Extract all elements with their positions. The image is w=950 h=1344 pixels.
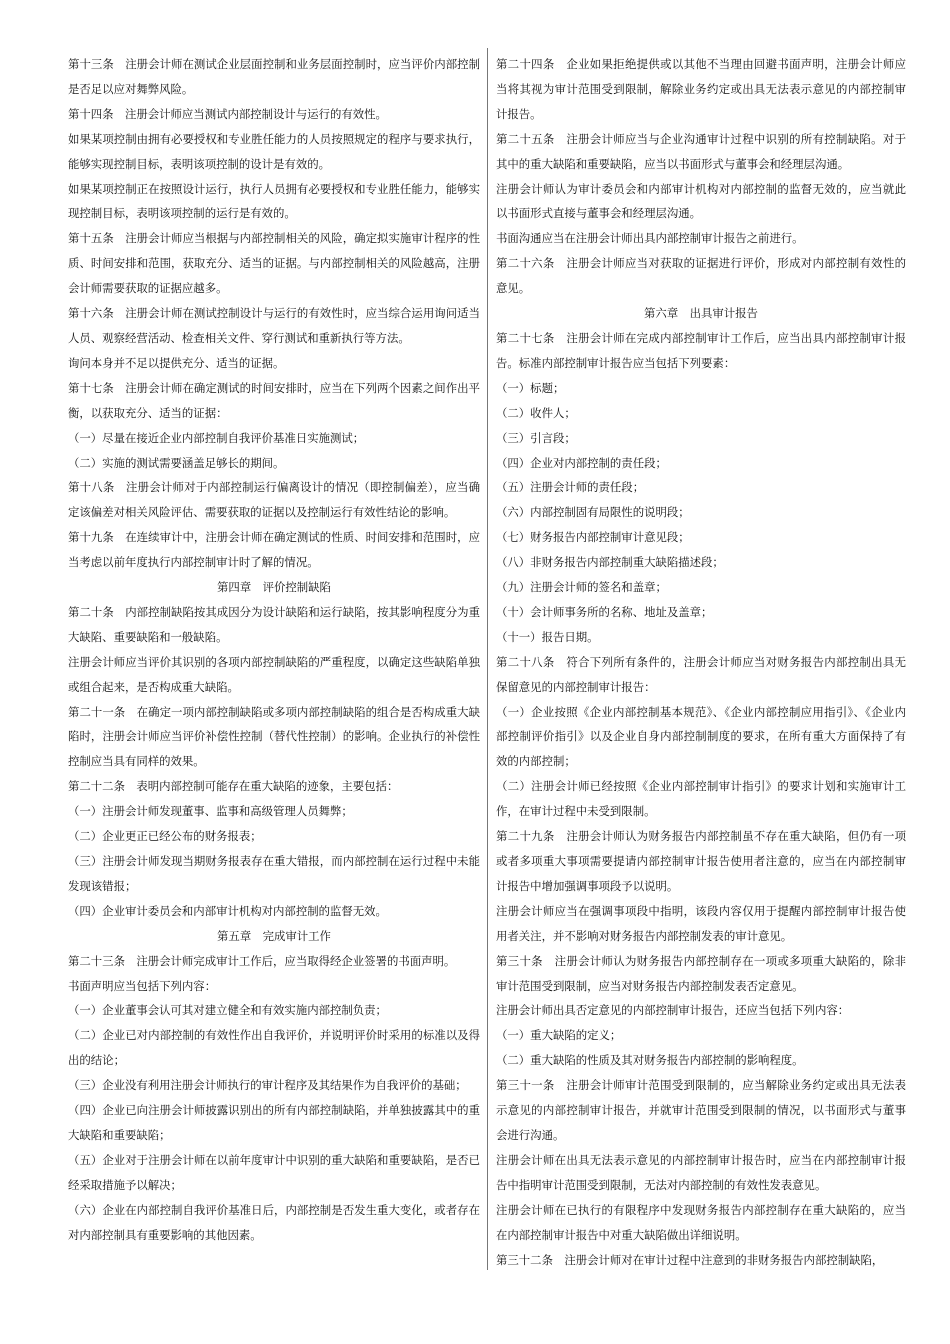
column-divider	[487, 48, 488, 1270]
left-paragraph: 第二十一条 在确定一项内部控制缺陷或多项内部控制缺陷的组合是否构成重大缺陷时，注册会计师应当评价补偿性控制（替代性控制）的影响。企业执行的补偿性控制应当具有同样的效果。	[68, 704, 480, 769]
right-paragraph: （五）注册会计师的责任段；	[496, 480, 645, 495]
left-paragraph: （一）企业董事会认可其对建立健全和有效实施内部控制负责；	[68, 1003, 387, 1018]
right-paragraph: （二）重大缺陷的性质及其对财务报告内部控制的影响程度。	[496, 1053, 804, 1068]
left-paragraph: 第十七条 注册会计师在确定测试的时间安排时，应当在下列两个因素之间作出平衡，以获取充分、适当的证据：	[68, 380, 480, 420]
left-paragraph: （二）企业更正已经公布的财务报表；	[68, 829, 262, 844]
left-chapter-heading: 第四章 评价控制缺陷	[217, 580, 331, 595]
left-paragraph: 如果某项控制正在按照设计运行，执行人员拥有必要授权和专业胜任能力，能够实现控制目标，表明该项控制的运行是有效的。	[68, 181, 480, 221]
left-paragraph: 注册会计师应当评价其识别的各项内部控制缺陷的严重程度，以确定这些缺陷单独或组合起来，是否构成重大缺陷。	[68, 654, 480, 694]
right-paragraph: （十一）报告日期。	[496, 629, 599, 644]
left-chapter-heading: 第五章 完成审计工作	[217, 928, 331, 943]
right-paragraph: （十）会计师事务所的名称、地址及盖章；	[496, 604, 713, 619]
right-paragraph: （七）财务报告内部控制审计意见段；	[496, 530, 690, 545]
left-paragraph: （二）实施的测试需要涵盖足够长的期间。	[68, 455, 285, 470]
right-paragraph: （一）标题；	[496, 380, 565, 395]
right-paragraph: 第二十九条 注册会计师认为财务报告内部控制虽不存在重大缺陷，但仍有一项或者多项重大事项需要提请内部控制审计报告使用者注意的，应当在内部控制审计报告中增加强调事项段予以说明。	[496, 829, 906, 893]
left-paragraph: 第十五条 注册会计师应当根据与内部控制相关的风险，确定拟实施审计程序的性质、时间安排和范围，获取充分、适当的证据。与内部控制相关的风险越高，注册会计师需要获取的证据应越多。	[68, 231, 480, 296]
left-paragraph: 第十三条 注册会计师在测试企业层面控制和业务层面控制时，应当评价内部控制是否足以应对舞弊风险。	[68, 57, 480, 96]
right-paragraph: 第二十八条 符合下列所有条件的，注册会计师应当对财务报告内部控制出具无保留意见的内部控制审计报告：	[496, 654, 906, 694]
left-paragraph: 如果某项控制由拥有必要授权和专业胜任能力的人员按照规定的程序与要求执行，能够实现控制目标，表明该项控制的设计是有效的。	[68, 131, 480, 171]
left-paragraph: （一）尽量在接近企业内部控制自我评价基准日实施测试；	[68, 430, 365, 445]
right-paragraph: 第三十条 注册会计师认为财务报告内部控制存在一项或多项重大缺陷的，除非审计范围受到限制，应当对财务报告内部控制发表否定意见。	[496, 953, 906, 993]
left-paragraph: （二）企业已对内部控制的有效性作出自我评价，并说明评价时采用的标准以及得出的结论；	[68, 1028, 480, 1068]
right-paragraph: 第三十二条 注册会计师对在审计过程中注意到的非财务报告内部控制缺陷，	[496, 1252, 884, 1267]
right-paragraph: 注册会计师应当在强调事项段中指明，该段内容仅用于提醒内部控制审计报告使用者关注，并不影响对财务报告内部控制发表的审计意见。	[496, 903, 906, 943]
left-paragraph: 询问本身并不足以提供充分、适当的证据。	[68, 355, 285, 370]
right-paragraph: 第二十七条 注册会计师在完成内部控制审计工作后，应当出具内部控制审计报告。标准内部控制审计报告应当包括下列要素：	[496, 330, 906, 370]
left-paragraph: 第十八条 注册会计师对于内部控制运行偏离设计的情况（即控制偏差），应当确定该偏差对相关风险评估、需要获取的证据以及控制运行有效性结论的影响。	[68, 480, 480, 520]
right-paragraph: （六）内部控制固有局限性的说明段；	[496, 505, 690, 520]
right-paragraph: （三）引言段；	[496, 430, 576, 445]
left-paragraph: 第十九条 在连续审计中，注册会计师在确定测试的性质、时间安排和范围时，应当考虑以前年度执行内部控制审计时了解的情况。	[68, 530, 480, 570]
left-paragraph: （四）企业已向注册会计师披露识别出的所有内部控制缺陷，并单独披露其中的重大缺陷和重要缺陷；	[68, 1103, 480, 1142]
right-column	[496, 52, 906, 1272]
left-column	[68, 52, 480, 1248]
left-paragraph: （一）注册会计师发现董事、监事和高级管理人员舞弊；	[68, 804, 353, 819]
left-paragraph: 书面声明应当包括下列内容：	[68, 978, 217, 993]
left-paragraph: 第十六条 注册会计师在测试控制设计与运行的有效性时，应当综合运用询问适当人员、观察经营活动、检查相关文件、穿行测试和重新执行等方法。	[68, 306, 480, 345]
right-paragraph: （四）企业对内部控制的责任段；	[496, 455, 667, 470]
left-paragraph: 第二十二条 表明内部控制可能存在重大缺陷的迹象，主要包括：	[68, 779, 399, 794]
right-paragraph: （九）注册会计师的签名和盖章；	[496, 580, 667, 595]
left-paragraph: （三）企业没有利用注册会计师执行的审计程序及其结果作为自我评价的基础；	[68, 1078, 467, 1093]
right-paragraph: 第二十五条 注册会计师应当与企业沟通审计过程中识别的所有控制缺陷。对于其中的重大缺陷和重要缺陷，应当以书面形式与董事会和经理层沟通。	[496, 131, 906, 171]
left-paragraph: （三）注册会计师发现当期财务报表存在重大错报，而内部控制在运行过程中未能发现该错报；	[68, 854, 480, 893]
right-paragraph: 第二十四条 企业如果拒绝提供或以其他不当理由回避书面声明，注册会计师应当将其视为审计范围受到限制，解除业务约定或出具无法表示意见的内部控制审计报告。	[496, 57, 906, 121]
left-paragraph: （六）企业在内部控制自我评价基准日后，内部控制是否发生重大变化，或者存在对内部控制具有重要影响的其他因素。	[68, 1202, 480, 1242]
right-paragraph: 第二十六条 注册会计师应当对获取的证据进行评价，形成对内部控制有效性的意见。	[496, 256, 906, 296]
right-paragraph: 注册会计师认为审计委员会和内部审计机构对内部控制的监督无效的，应当就此以书面形式直接与董事会和经理层沟通。	[496, 181, 906, 221]
right-paragraph: （一）重大缺陷的定义；	[496, 1028, 622, 1043]
right-paragraph: 注册会计师出具否定意见的内部控制审计报告，还应当包括下列内容：	[496, 1003, 850, 1018]
left-paragraph: 第十四条 注册会计师应当测试内部控制设计与运行的有效性。	[68, 106, 387, 121]
right-paragraph: 第三十一条 注册会计师审计范围受到限制的，应当解除业务约定或出具无法表示意见的内部控制审计报告，并就审计范围受到限制的情况，以书面形式与董事会进行沟通。	[496, 1078, 906, 1142]
right-chapter-heading: 第六章 出具审计报告	[644, 306, 758, 321]
right-paragraph: （一）企业按照《企业内部控制基本规范》、《企业内部控制应用指引》、《企业内部控制评价指引》以及企业自身内部控制制度的要求，在所有重大方面保持了有效的内部控制；	[496, 704, 906, 769]
left-paragraph: （五）企业对于注册会计师在以前年度审计中识别的重大缺陷和重要缺陷，是否已经采取措施予以解决；	[68, 1152, 480, 1192]
right-paragraph: （二）注册会计师已经按照《企业内部控制审计指引》的要求计划和实施审计工作，在审计过程中未受到限制。	[496, 779, 906, 819]
right-paragraph: 注册会计师在出具无法表示意见的内部控制审计报告时，应当在内部控制审计报告中指明审计范围受到限制，无法对内部控制的有效性发表意见。	[496, 1152, 906, 1192]
left-paragraph: 第二十条 内部控制缺陷按其成因分为设计缺陷和运行缺陷，按其影响程度分为重大缺陷、重要缺陷和一般缺陷。	[68, 604, 480, 644]
right-paragraph: 注册会计师在已执行的有限程序中发现财务报告内部控制存在重大缺陷的，应当在内部控制审计报告中对重大缺陷做出详细说明。	[496, 1202, 906, 1242]
left-paragraph: （四）企业审计委员会和内部审计机构对内部控制的监督无效。	[68, 903, 387, 918]
right-paragraph: （二）收件人；	[496, 405, 576, 420]
left-paragraph: 第二十三条 注册会计师完成审计工作后，应当取得经企业签署的书面声明。	[68, 953, 456, 968]
right-paragraph: 书面沟通应当在注册会计师出具内部控制审计报告之前进行。	[496, 231, 804, 246]
right-paragraph: （八）非财务报告内部控制重大缺陷描述段；	[496, 555, 724, 570]
